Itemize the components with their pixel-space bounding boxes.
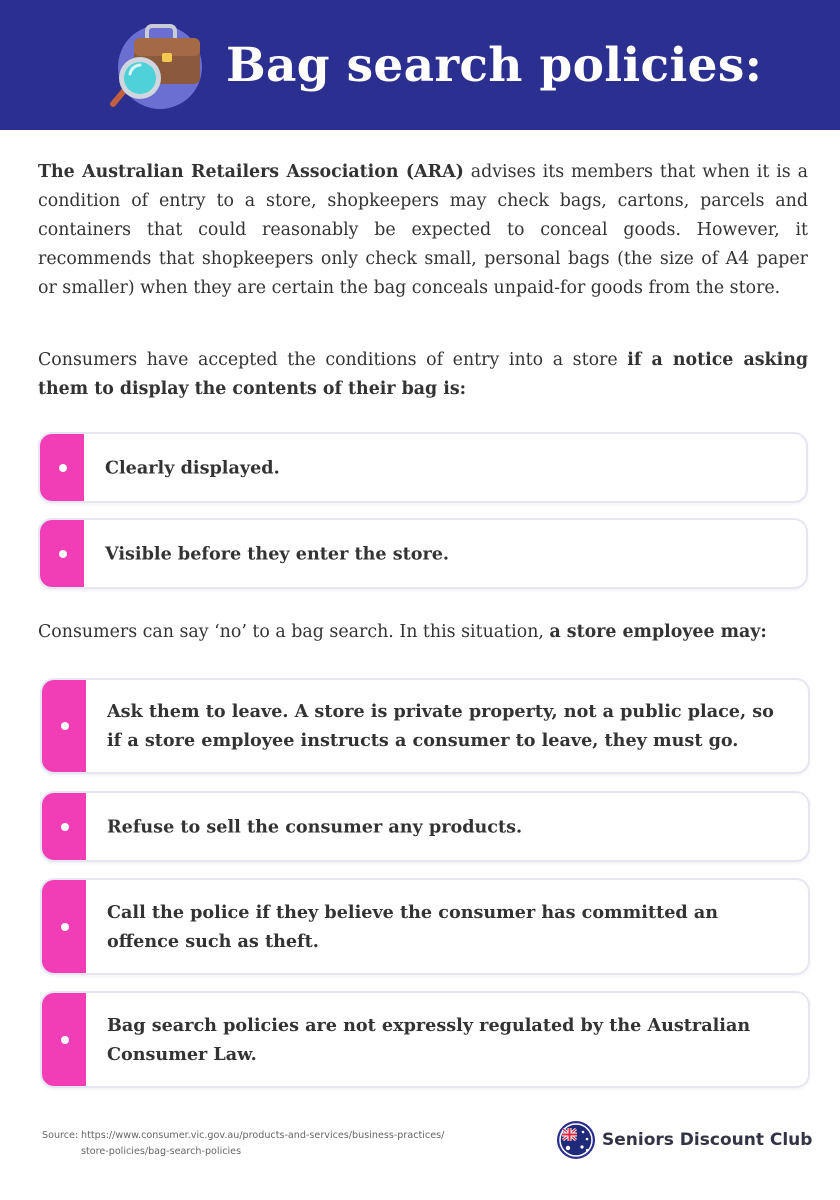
notice-intro-paragraph bbox=[38, 346, 808, 404]
employee-action-item bbox=[42, 793, 808, 860]
accent-bar bbox=[42, 880, 86, 973]
notice-item-text: Clearly displayed. bbox=[105, 457, 280, 478]
brand-name: Seniors Discount Club bbox=[602, 1130, 813, 1150]
accent-bar bbox=[40, 520, 84, 587]
employee-action-text: Refuse to sell the consumer any products. bbox=[107, 816, 523, 837]
employee-action-item bbox=[42, 880, 808, 973]
employee-action-item bbox=[42, 680, 808, 772]
accent-bar bbox=[40, 434, 84, 501]
notice-item-text: Visible before they enter the store. bbox=[105, 543, 450, 564]
australia-flag-badge-icon bbox=[556, 1120, 596, 1160]
header-banner bbox=[0, 0, 840, 130]
intro-text: advises its members that when it is a condition of entry to a store, shopkeepers may check bags, cartons, parcels and containers that could reasonably be expected to conceal goods. However, it recommends that shopkeepers only check small, personal bags (the size of A4 paper or smaller) when they are certain the bag conceals unpaid-for goods from the store. bbox=[38, 162, 808, 298]
intro-lead: The Australian Retailers Association (ARA) bbox=[38, 162, 464, 182]
employee-action-text: Ask them to leave. A store is private property, not a public place, so if a store employee instructs a consumer to leave, they must go. bbox=[107, 701, 774, 751]
employee-action-item bbox=[42, 993, 808, 1086]
page-title: Bag search policies: bbox=[226, 38, 763, 93]
intro-paragraph bbox=[38, 158, 808, 303]
refuse-intro-bold: a store employee may: bbox=[549, 622, 767, 642]
accent-bar bbox=[42, 680, 86, 772]
refuse-intro-paragraph bbox=[38, 618, 808, 647]
refuse-intro-text: Consumers can say ‘no’ to a bag search. In this situation, bbox=[38, 622, 550, 642]
notice-intro-text: Consumers have accepted the conditions of entry into a store bbox=[38, 350, 628, 370]
brand-logo[interactable] bbox=[556, 1120, 816, 1162]
bullet-icon bbox=[61, 923, 69, 931]
employee-action-text: Call the police if they believe the consumer has committed an offence such as theft. bbox=[107, 901, 719, 952]
source-label: Source: bbox=[42, 1130, 79, 1141]
bullet-icon bbox=[59, 464, 67, 472]
employee-action-text: Bag search policies are not expressly regulated by the Australian Consumer Law. bbox=[107, 1014, 751, 1065]
notice-intro-bold: if a notice asking them to display the contents of their bag is: bbox=[38, 350, 808, 399]
bullet-icon bbox=[61, 1036, 69, 1044]
notice-item bbox=[40, 434, 806, 501]
bullet-icon bbox=[59, 550, 67, 558]
briefcase-magnifier-icon bbox=[104, 20, 204, 116]
source-url-continued[interactable]: store-policies/bag-search-policies bbox=[81, 1146, 242, 1157]
bullet-icon bbox=[61, 722, 69, 730]
notice-item bbox=[40, 520, 806, 587]
source-url[interactable]: https://www.consumer.vic.gov.au/products-and-services/business-practices/ bbox=[81, 1130, 445, 1141]
accent-bar bbox=[42, 793, 86, 860]
bullet-icon bbox=[61, 823, 69, 831]
accent-bar bbox=[42, 993, 86, 1086]
